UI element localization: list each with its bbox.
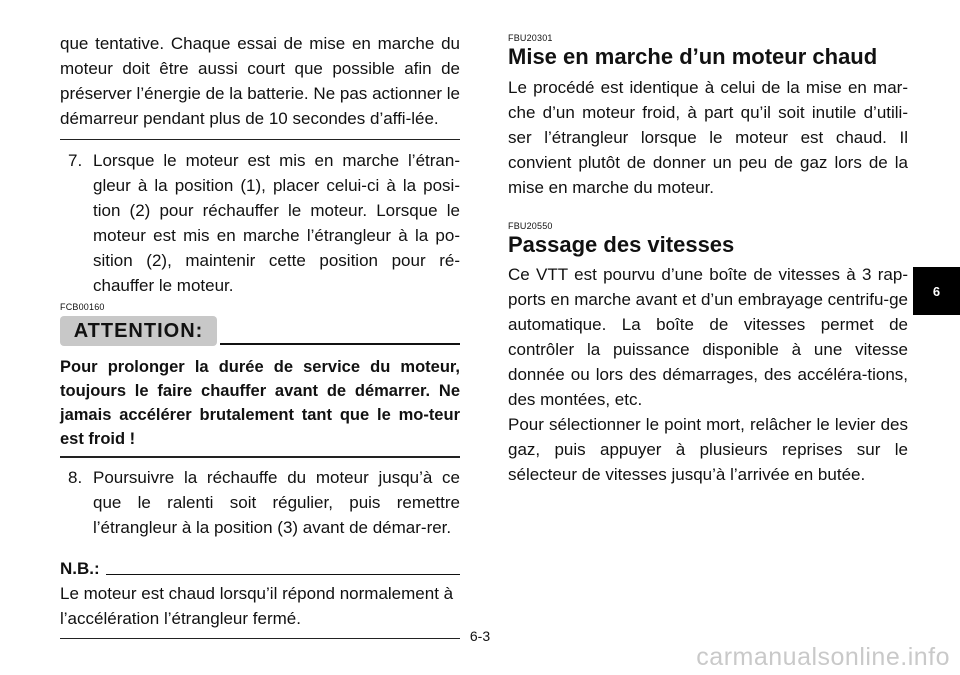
warm-start-text: Le procédé est identique à celui de la mise en mar-che d’un moteur froid, à part qu’il soit inutile d’utili-ser l’étrangleur lorsque le moteur est chaud. Il convient plutôt de donner un peu de gaz lors de la mise en marche du moteur. (508, 78, 908, 197)
attention-label: ATTENTION: (60, 316, 217, 346)
attention-header (60, 314, 460, 350)
page-number: 6-3 (469, 628, 491, 644)
watermark: carmanualsonline.info (696, 643, 950, 671)
attention-bottom-rule (60, 456, 460, 458)
intro-paragraph: que tentative. Chaque essai de mise en marche du moteur doit être aussi court que possible afin de préserver l’énergie de la batterie. Ne pas actionner le démarreur pendant plus de 10 secondes d’affi-lée. (60, 34, 460, 128)
step-8-number: 8. (68, 468, 83, 487)
right-column (508, 0, 908, 487)
step-8-text: Poursuivre la réchauffe du moteur jusqu’à ce que le ralenti soit régulier, puis remettre l’étrangleur à la position (3) avant de démar-rer. (93, 468, 460, 537)
gears-text-1: Ce VTT est pourvu d’une boîte de vitesses à 3 rap-ports en marche avant et d’un embrayage centrifu-ge automatique. La boîte de vitesses permet de contrôler la puissance disponible à une vitesse donnée ou lors des démarrages, des accéléra-tions, des montées, etc. (508, 265, 908, 409)
attention-code: FCB00160 (60, 302, 105, 312)
nb-label: N.B.: (60, 559, 100, 578)
nb-text: Le moteur est chaud lorsqu’il répond normalement à l’accélération l’étrangleur fermé. (60, 584, 454, 628)
section-code: FBU20550 (508, 221, 553, 231)
gears-text-2: Pour sélectionner le point mort, relâcher le levier des gaz, puis appuyer à plusieurs reprises sur le sélecteur de vitesses jusqu’à l’arrivée en butée. (508, 415, 908, 484)
step-7-text: Lorsque le moteur est mis en marche l’étran-gleur à la position (1), placer celui-ci à la posi-tion (2) pour réchauffer le moteur. Lorsque le moteur est mis en marche l’étrangleur à la po-sition (2), maintenir cette position pour ré-chauffer le moteur. (93, 151, 460, 295)
section-title-gears: Passage des vitesses (508, 232, 735, 257)
chapter-tab: 6 (913, 267, 960, 315)
nb-header (60, 559, 460, 581)
section-code: FBU20301 (508, 33, 553, 43)
section-title-warm-start: Mise en marche d’un moteur chaud (508, 44, 878, 69)
step-7-number: 7. (68, 151, 83, 170)
attention-text: Pour prolonger la durée de service du moteur, toujours le faire chauffer avant de démarrer. Ne jamais accélérer brutalement tant que le mo-teur est froid ! (60, 358, 460, 448)
nb-rule (106, 574, 460, 575)
step-7 (60, 148, 460, 298)
step-8 (60, 465, 460, 540)
left-column (60, 0, 460, 639)
section-divider (60, 139, 460, 140)
attention-rule (220, 343, 460, 345)
